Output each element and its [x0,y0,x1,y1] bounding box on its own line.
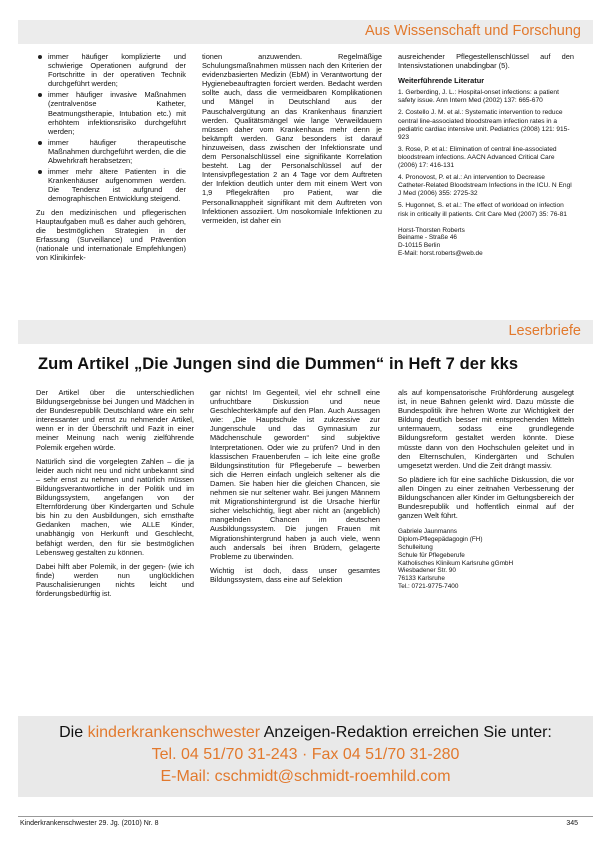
footer-divider [18,816,593,817]
footer-journal: Kinderkrankenschwester 29. Jg. (2010) Nr. 8 [20,820,159,827]
section-band-wissenschaft [18,20,593,44]
ad-phone-fax: Tel. 04 51/70 31-243 · Fax 04 51/70 31-280 [151,746,460,763]
paragraph: ausreichender Pflegestellenschlüssel auf den Intensivstationen unabdingbar (5). [398,52,574,71]
paragraph: als auf kompensatorische Frühförderung ausgelegt ist, in neue Bahnen gelenkt wird. Dazu müsste die Bundespolitik ihre hehren Worte zur Wichtigkeit der Bildung deutlich besser mit entsprechenden Mitteln untermauern, sodass eine grundlegende Bildungsreform gestaltet werden könnte. Diese müsste dann von den Hochschulen geleitet und in den Elternschulen, Kindergärten und Schulen umgesetzt werden. Und die Zeit drängt massiv. [398,388,574,470]
author-address: Gabriele Jaunmanns Diplom-Pflegepädagogin (FH) Schulleitung Schule für Pflegeberufe Katholisches Klinikum Karlsruhe gGmbH Wiesbadener Str. 90 76133 Karlsruhe Tel.: 0721-9775-7400 [398,528,514,590]
section-band-label: Leserbriefe [508,323,581,339]
letter-column-1 [36,388,194,603]
paragraph: Der Artikel über die unterschiedlichen Bildungsergebnisse bei Jungen und Mädchen in der Bundesrepublik Deutschland wäre ein sehr interessanter und ernst zu nehmender Artikel, wenn er in der Überschrift und Fazit in einer meiner Meinung nach wenig zielführende Polemik ergehen würde. [36,388,194,452]
bullet-item: immer häufiger invasive Maßnahmen (zentralvenöse Katheter, Beatmungstherapie, Intubation etc.) mit erhöhtem infektionsrisiko durchgeführt werden; [36,90,186,135]
bullet-item: immer häufiger therapeutische Maßnahmen durchgeführt werden, die die Abwehrkraft herabsetzen; [36,138,186,165]
top-column-2 [202,52,382,230]
reference-item: 1. Gerberding, J. L.: Hospital-onset infections: a patient safety issue. Ann Intern Med (2002) 137: 665-670 [398,89,559,105]
article-headline: Zum Artikel „Die Jungen sind die Dummen“ in Heft 7 der kks [38,355,519,373]
bullet-item: immer mehr ältere Patienten in die Krankenhäuser aufgenommen werden. Die Tendenz ist aufgrund der demographischen Entwicklung steigend. [36,167,186,203]
section-band-leserbriefe [18,320,593,344]
paragraph: Natürlich sind die vorgelegten Zahlen – die ja leider auch nicht neu und nicht unbekannt sind – sehr ernst zu nehmen und natürlich müssen Bildungsverantwortliche in der Politik und im Bildungssystem, angefangen von der Elternförderung über Kindergarten und Schule bis hin zu den Ausbildungen, sich ernsthafte Gedanken machen, wie ALLE Kinder, unabhängig von Herkunft und Geschlecht, befähigt werden, den für sie bestmöglichen Lebensweg gestalten zu können. [36,456,194,557]
letter-column-2 [210,388,380,589]
paragraph: Wichtig ist doch, dass unser gesamtes Bildungssystem, dass eine auf Selektion [210,565,380,584]
paragraph: Zu den medizinischen und pflegerischen Hauptaufgaben muß es daher auch gehören, die bestmöglichen Strategien in der Erfassung (Surveillance) und Prävention (nationale und internationale Empfehlungen) von Klinikinfek- [36,207,186,262]
ad-email-link[interactable]: E-Mail: cschmidt@schmidt-roemhild.com [160,768,451,785]
reference-item: 2. Costello J. M. et al.: Systematic intervention to reduce central line-associated bloodstream infection rates in a pediatric cardiac intensive unit. Pediatrics (2008) 121: 915-923 [398,109,570,141]
author-address: Horst-Thorsten Roberts Beiname - Straße 46 D-10115 Berlin E-Mail: horst.roberts@web.de [398,226,483,257]
literature-heading: Weiterführende Literatur [398,76,485,86]
page-number: 345 [566,820,578,827]
reference-item: 3. Rose, P. et al.: Elimination of central line-associated bloodstream infections. AACN Advanced Critical Care (2006) 17: 416-131 [398,145,557,170]
top-column-3 [398,52,574,258]
brand-name: kinderkrankenschwester [87,724,261,741]
paragraph: gar nichts! Im Gegenteil, viel ehr schnell eine unfruchtbare Diskussion und neue Geschlechterkämpfe auf den Plan. Auch Aussagen wie: „Die Hauptschule ist zukzessive zur Jungenschule und das Gymnasium zur Mädchenschule geworden“ sind subjektive Interpretationen. Oder wie zu prüfen? Und in den klassischen Frauenberufen – ich leite eine große Bildungsinstitution für Pflegeberufe – bewerben sich die Herren einfach ungleich seltener als die Damen. Sie haben hier die gleichen Chancen, sie nehmen sie nur seltener wahr. Bei jungen Männern mit Migrationshintergrund ist die Ursache hierfür sicher vielschichtig, liegt aber nicht an (angeblich) mangelnden Chancen im deutschen Ausbildungssystem. Die jungen Frauen mit Migrationshintergrund haben ja auch viele, wenn auch andersals bei ihren Brüdern, gelagerte Probleme zu überwinden. [210,388,380,561]
paragraph: tionen anzuwenden. Regelmäßige Schulungsmaßnahmen müssen nach den Kriterien der evidenzbasierten Medizin (EbM) in Verantwortung der Hygienebeauftragten forciert werden. Bedacht werden sollte auch, dass die vermeidbaren Komplikationen und Mängel in Deutschland aus der Pauschalvergütung an das Krankenhaus finanziert werden. Qualitätsmängel wie lange Verweildauern müssen daher vom Krankenhaus mehr denn je bekämpft werden. Ganz besonders ist darauf hinzuweisen, dass zwischen der Infektionsrate und dem Personalschlüssel eine signifikante Korrelation besteht. Lag der Personalschlüssel auf der Intensivpflegestation 2 an 4 Tage vor dem Auftreten der Infektion deutlich unter dem mit einem Wert von 1,9 Pflegekräften pro Patient, war die Personalknappheit signifikant mit dem Auftreten von Infektionen assoziiert. Um nosokomiale Infektionen zu vermeiden, ist daher ein [202,52,382,225]
reference-list [398,89,574,218]
reference-item: 4. Pronovost, P. et al.: An intervention to Decrease Catheter-Related Bloodstream Infections in the ICU. N Engl J Med (2006) 355: 2725-32 [398,174,572,198]
advertisement-box [18,716,593,797]
ad-line-1: Die kinderkrankenschwester Anzeigen-Redaktion erreichen Sie unter: [59,724,552,741]
paragraph: Dabei hilft aber Polemik, in der gegen- (wie ich finde) werden nun unglücklichen Pauschalisierungen nichts leicht und förderungsbedürftig ist. [36,561,194,598]
top-column-1 [36,52,186,267]
bullet-item: immer häufiger komplizierte und schwierige Operationen aufgrund der Fortschritte in der operativen Technik durchgeführt werden; [36,52,186,88]
paragraph: So plädiere ich für eine sachliche Diskussion, die vor allen Dingen zu einer zeitnahen Verbesserung der Bildungschancen aller Kinder im Geltungsbereich der Bundesrepublik und hoffentlich einmal auf der ganzen Welt führt. [398,474,574,521]
section-band-label: Aus Wissenschaft und Forschung [365,23,581,39]
letter-column-3 [398,388,574,591]
reference-item: 5. Hugonnet, S. et al.: The effect of workload on infection risk in critically ill patients. Crit Care Med (2007) 35: 76-81 [398,202,567,218]
